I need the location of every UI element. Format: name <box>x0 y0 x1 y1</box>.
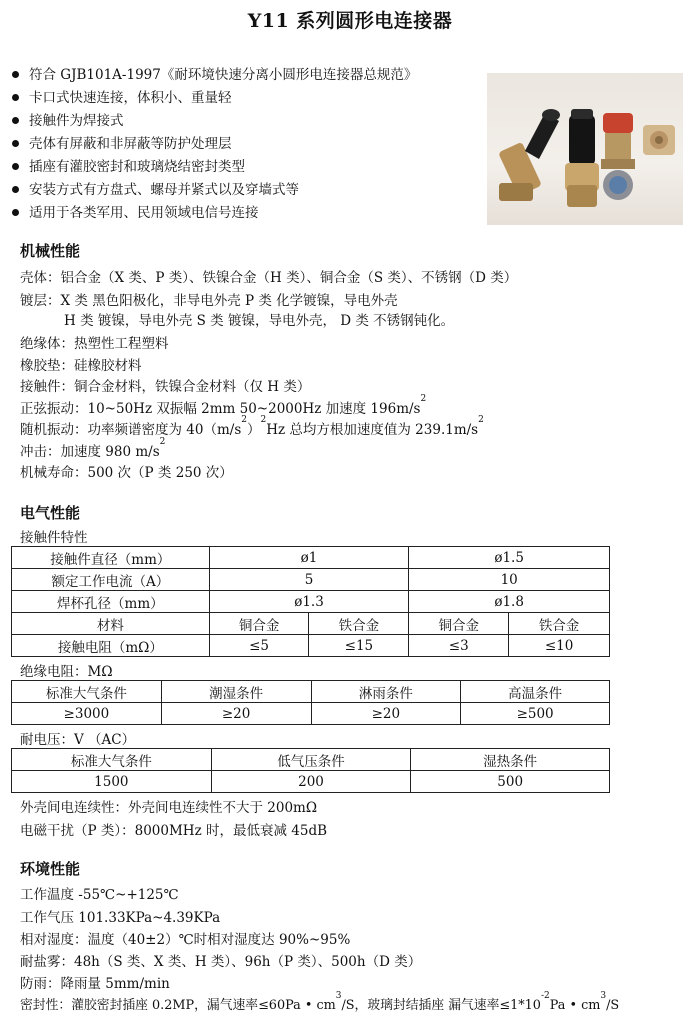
feature-item: 安装方式有方盘式、螺母并紧式以及穿墙式等 <box>12 179 417 202</box>
plating-line-2: H 类 镀镍，导电外壳 S 类 镀镍，导电外壳， D 类 不锈钢钝化。 <box>64 313 455 329</box>
table-cell: 材料 <box>12 613 210 635</box>
shell-continuity: 外壳间电连续性：外壳间电连续性不大于 200mΩ <box>20 800 318 816</box>
insulation-resistance-label: 绝缘电阻：MΩ <box>20 664 113 680</box>
table-cell: ≤10 <box>509 635 610 657</box>
flange-receptacle-image <box>643 125 675 155</box>
relative-humidity: 相对湿度：温度（40±2）℃时相对湿度达 90%~95% <box>20 932 351 948</box>
table-cell: ø1.8 <box>409 591 610 613</box>
table-cell: ≥500 <box>461 703 610 725</box>
straight-plug-image <box>565 109 599 207</box>
table-cell: ≤3 <box>409 635 509 657</box>
table-cell: ≥3000 <box>12 703 162 725</box>
table-cell: 潮湿条件 <box>161 681 311 703</box>
table-cell: 高温条件 <box>461 681 610 703</box>
table-cell: 铁合金 <box>509 613 610 635</box>
table-cell: 接触件直径（mm） <box>12 547 210 569</box>
product-photo <box>487 73 683 225</box>
table-cell: 淋雨条件 <box>311 681 461 703</box>
table-cell: ≥20 <box>161 703 311 725</box>
feature-item: 壳体有屏蔽和非屏蔽等防护处理层 <box>12 133 417 156</box>
table-cell: 10 <box>409 569 610 591</box>
table-row <box>12 771 610 793</box>
contact-table <box>11 546 610 657</box>
table-cell: 铁合金 <box>309 613 409 635</box>
feature-item: 插座有灌胶密封和玻璃烧结密封类型 <box>12 156 417 179</box>
table-cell: 500 <box>411 771 610 793</box>
table-row <box>12 547 610 569</box>
bullet-icon <box>12 163 19 170</box>
table-cell: 铜合金 <box>209 613 309 635</box>
feature-item: 卡口式快速连接，体积小、重量轻 <box>12 87 417 110</box>
table-row <box>12 591 610 613</box>
table-cell: ø1.3 <box>209 591 409 613</box>
bullet-icon <box>12 140 19 147</box>
table-row <box>12 703 610 725</box>
table-row <box>12 635 610 657</box>
table-cell: 5 <box>209 569 409 591</box>
emi-shielding: 电磁干扰（P 类）：8000MHz 时，最低衰减 45dB <box>20 823 328 839</box>
table-cell: 200 <box>211 771 411 793</box>
bullet-icon <box>12 117 19 124</box>
insulation-table <box>11 680 610 725</box>
feature-item: 接触件为焊接式 <box>12 110 417 133</box>
shell-material: 壳体：铝合金（X 类、P 类）、铁镍合金（H 类）、铜合金（S 类）、不锈钢（D 类） <box>20 270 518 286</box>
bullet-icon <box>12 209 19 216</box>
table-cell: ≥20 <box>311 703 461 725</box>
table-cell: 接触电阻（mΩ） <box>12 635 210 657</box>
bullet-icon <box>12 94 19 101</box>
receptacle-image <box>601 113 635 200</box>
table-row <box>12 681 610 703</box>
table-cell: 低气压条件 <box>211 749 411 771</box>
plating-line-1: 镀层：X 类 黑色阳极化，非导电外壳 P 类 化学镀镍，导电外壳 <box>20 293 398 309</box>
table-cell: 铜合金 <box>409 613 509 635</box>
mechanical-heading: 机械性能 <box>20 242 81 260</box>
withstand-voltage-table <box>11 748 610 793</box>
table-cell: ≤15 <box>309 635 409 657</box>
feature-item: 适用于各类军用、民用领域电信号连接 <box>12 202 417 225</box>
contact-material: 接触件：铜合金材料，铁镍合金材料（仅 H 类） <box>20 379 311 395</box>
withstand-voltage-label: 耐电压：V （AC） <box>20 732 136 748</box>
angled-connector-image <box>498 109 560 201</box>
feature-item: 符合 GJB101A-1997《耐环境快速分离小圆形电连接器总规范》 <box>12 64 417 87</box>
bullet-icon <box>12 71 19 78</box>
electrical-heading: 电气性能 <box>20 504 81 522</box>
page-title: Y11 系列圆形电连接器 <box>247 10 453 32</box>
table-cell: ≤5 <box>209 635 309 657</box>
table-cell: 湿热条件 <box>411 749 610 771</box>
table-cell: 标准大气条件 <box>12 749 212 771</box>
feature-list <box>12 64 417 225</box>
operating-pressure: 工作气压 101.33KPa~4.39KPa <box>20 910 221 926</box>
gasket-material: 橡胶垫：硅橡胶材料 <box>20 358 142 374</box>
salt-spray: 耐盐雾：48h（S 类、X 类、H 类）、96h（P 类）、500h（D 类） <box>20 954 422 970</box>
operating-temperature: 工作温度 -55℃~+125℃ <box>20 887 179 903</box>
table-cell: 标准大气条件 <box>12 681 162 703</box>
table-row <box>12 613 610 635</box>
sealing: 密封性：灌胶密封插座 0.2MP，漏气速率≤60Pa • $cm^3/S$，玻璃封结插座 漏气速率$\le 1*10^{-2}Pa$ • $cm^3/S$ <box>20 991 620 1013</box>
table-row <box>12 569 610 591</box>
table-cell: 焊杯孔径（mm） <box>12 591 210 613</box>
sine-vibration: 正弦振动：10~50Hz 双振幅 2mm 50~2000Hz 加速度 $196m/s^2$ <box>20 394 427 417</box>
contact-characteristics-label: 接触件特性 <box>20 530 88 546</box>
insulator-material: 绝缘体：热塑性工程塑料 <box>20 336 169 352</box>
bullet-icon <box>12 186 19 193</box>
random-vibration: 随机振动：功率频谱密度为 $40(m/s^2)^2Hz$ 总均方根加速度值为 $239.1m/s^2$ <box>20 415 484 438</box>
table-row <box>12 749 610 771</box>
shock: 冲击：加速度 980 $m/s^2$ <box>20 437 166 460</box>
rain-resistance: 防雨：降雨量 5mm/min <box>20 976 170 992</box>
table-cell: 1500 <box>12 771 212 793</box>
table-cell: 额定工作电流（A） <box>12 569 210 591</box>
table-cell: ø1.5 <box>409 547 610 569</box>
table-cell: ø1 <box>209 547 409 569</box>
environmental-heading: 环境性能 <box>20 860 81 878</box>
mechanical-life: 机械寿命：500 次（P 类 250 次） <box>20 465 233 481</box>
